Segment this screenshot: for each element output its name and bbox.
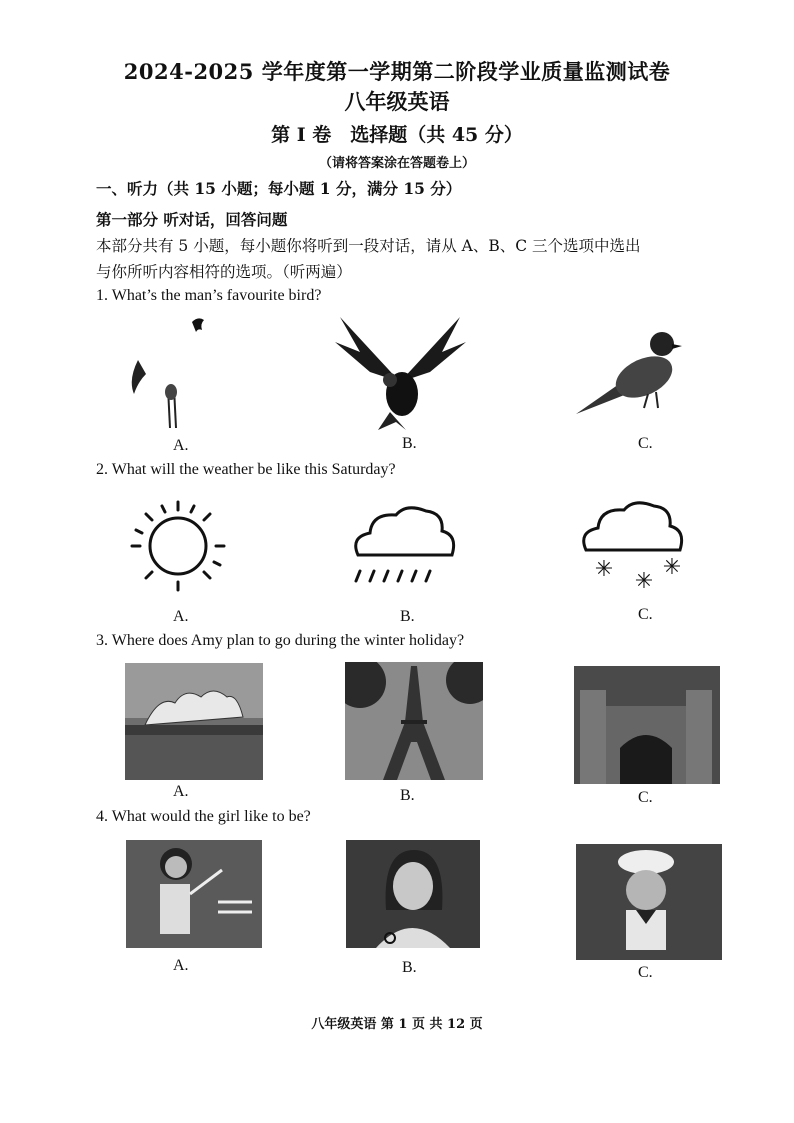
- question-4: 4. What would the girl like to be?: [96, 808, 311, 825]
- svg-text:✳: ✳: [594, 556, 614, 581]
- eagle-picture: [330, 312, 470, 432]
- castle-gate-picture: [574, 666, 720, 784]
- crane-picture: [118, 310, 228, 435]
- exam-subject: 八年级英语: [344, 89, 450, 114]
- question-3: 3. Where does Amy plan to go during the winter holiday?: [96, 632, 465, 649]
- instruction-line-2: 与你所听内容相符的选项。（听两遍）: [96, 263, 352, 281]
- opera-house-picture: [125, 663, 263, 780]
- q2-option-a[interactable]: A.: [173, 608, 189, 625]
- part-heading: 第一部分 听对话，回答问题: [96, 210, 288, 229]
- doctor-picture: [346, 840, 480, 948]
- q4-option-c[interactable]: C.: [638, 964, 653, 981]
- q3-option-c[interactable]: C.: [638, 789, 653, 806]
- svg-text:✳: ✳: [634, 568, 654, 592]
- sparrow-picture: [572, 322, 692, 422]
- question-1: 1. What’s the man’s favourite bird?: [96, 287, 322, 304]
- cook-picture: [576, 844, 722, 960]
- snow-cloud-picture: [576, 500, 691, 592]
- svg-text:✳: ✳: [662, 554, 682, 579]
- q3-option-b[interactable]: B.: [400, 787, 415, 804]
- question-2: 2. What will the weather be like this Saturday?: [96, 461, 396, 478]
- volume-heading: 第 I 卷 选择题（共 45 分）: [271, 124, 523, 146]
- q4-option-b[interactable]: B.: [402, 959, 417, 976]
- q2-option-b[interactable]: B.: [400, 608, 415, 625]
- section-heading: 一、听力（共 15 小题；每小题 1 分，满分 15 分）: [96, 179, 462, 198]
- q1-option-a[interactable]: A.: [173, 437, 189, 454]
- q3-option-a[interactable]: A.: [173, 783, 189, 800]
- q2-option-c[interactable]: C.: [638, 606, 653, 623]
- exam-title: 2024-2025 学年度第一学期第二阶段学业质量监测试卷: [123, 59, 671, 84]
- q1-option-b[interactable]: B.: [402, 435, 417, 452]
- sun-picture: [128, 500, 228, 595]
- page-footer: 八年级英语 第 1 页 共 12 页: [311, 1017, 483, 1032]
- rain-cloud-picture: [348, 505, 463, 585]
- instruction-line-1: 本部分共有 5 小题，每小题你将听到一段对话，请从 A、B、C 三个选项中选出: [96, 237, 641, 255]
- teacher-picture: [126, 840, 262, 948]
- eiffel-tower-picture: [345, 662, 483, 780]
- answer-note: （请将答案涂在答题卷上）: [318, 156, 475, 171]
- q1-option-c[interactable]: C.: [638, 435, 653, 452]
- q4-option-a[interactable]: A.: [173, 957, 189, 974]
